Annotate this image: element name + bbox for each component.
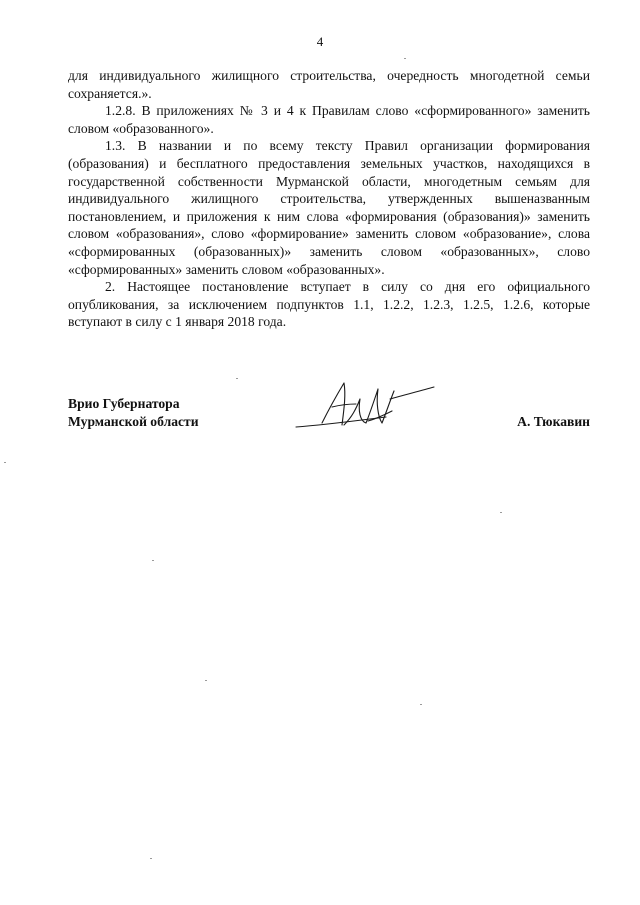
signatory-position-line-2: Мурманской области (68, 414, 199, 429)
scan-speck (420, 704, 422, 705)
paragraph-continuation: для индивидуального жилищного строительства, очередность многодетной семьи сохраняется.». (68, 68, 590, 101)
signatory-name: А. Тюкавин (517, 414, 590, 429)
signatory-position (68, 395, 199, 431)
scan-speck (404, 58, 406, 59)
paragraph-2: 2. Настоящее постановление вступает в силу со дня его официального опубликования, за исключением подпунктов 1.1, 1.2.2, 1.2.3, 1.2.5, 1.2.6, которые вступают в силу с 1 января 2018 года. (68, 279, 590, 330)
scan-speck (4, 462, 6, 463)
scan-speck (152, 560, 154, 561)
paragraph-1-3: 1.3. В названии и по всему тексту Правил организации формирования (образования) и бесплатного предоставления земельных участков, находящихся в государственной собственности Мурманской области, многодетным семьям для индивидуального жилищного строительства, утвержденных вышеназванным постановлением, и приложения к ним слова «формирования (образования)» заменить словом «образования», слово «формирование» заменить словом «образование», слова «сформированных (образованных)» заменить словом «образованных», слово «сформированных» заменить словом «образованных». (68, 138, 590, 277)
scan-speck (205, 680, 207, 681)
signatory-position-line-1: Врио Губернатора (68, 396, 180, 411)
scan-speck (500, 512, 502, 513)
scan-speck (150, 858, 152, 859)
paragraph-1-2-8: 1.2.8. В приложениях № 3 и 4 к Правилам слово «сформированного» заменить словом «образованного». (68, 103, 590, 136)
signature-block (68, 395, 590, 455)
page-number: 4 (316, 34, 324, 49)
handwritten-signature (294, 377, 444, 447)
document-body (68, 67, 590, 331)
scan-speck (236, 378, 238, 379)
